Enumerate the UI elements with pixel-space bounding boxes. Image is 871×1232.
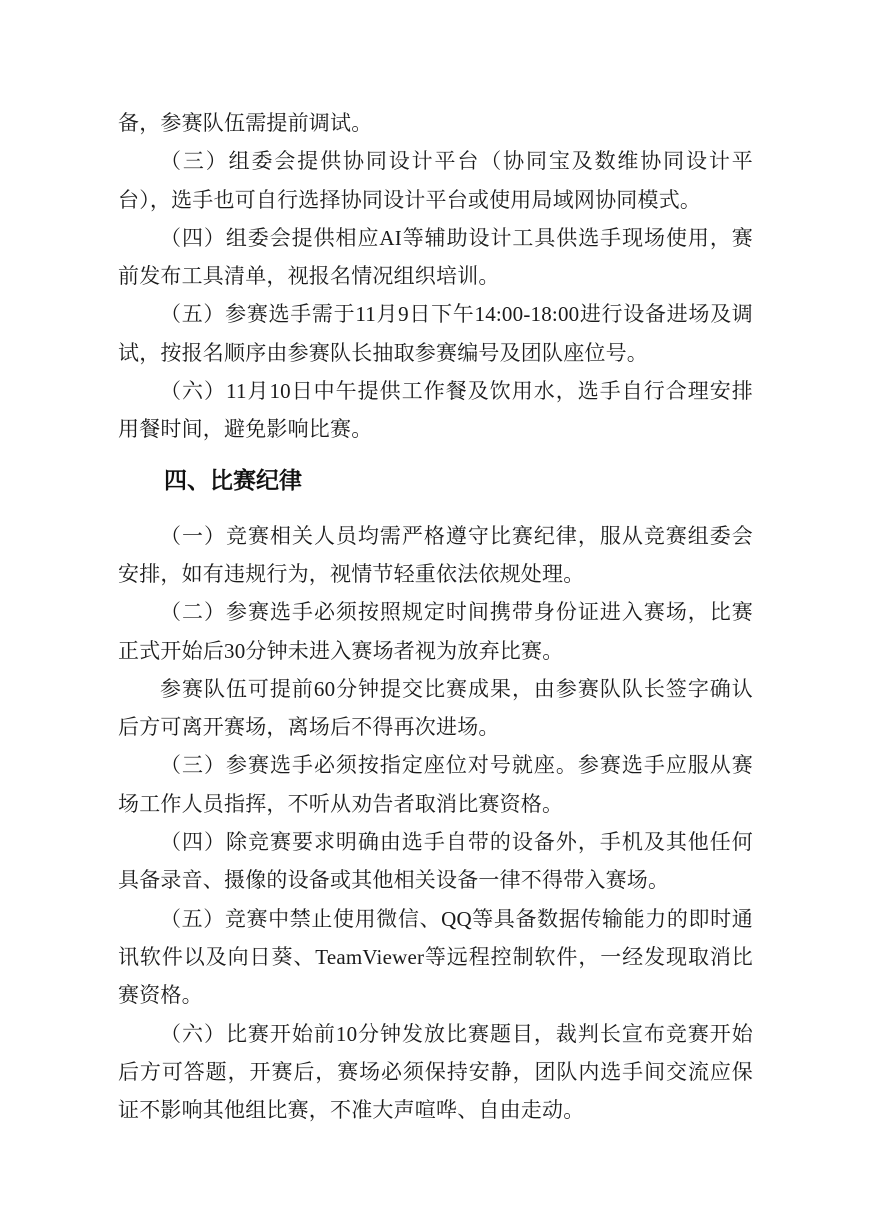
section-heading: 四、比赛纪律 bbox=[164, 466, 302, 493]
paragraph: （五）参赛选手需于11月9日下午14:00-18:00进行设备进场及调试，按报名顺序由参赛队长抽取参赛编号及团队座位号。 bbox=[118, 302, 753, 365]
paragraph: 备，参赛队伍需提前调试。 bbox=[118, 111, 373, 135]
paragraph: （六）11月10日中午提供工作餐及饮用水，选手自行合理安排用餐时间，避免影响比赛。 bbox=[118, 379, 753, 442]
paragraph: （二）参赛选手必须按照规定时间携带身份证进入赛场，比赛正式开始后30分钟未进入赛场者视为放弃比赛。 bbox=[118, 600, 753, 663]
paragraph: （四）除竞赛要求明确由选手自带的设备外，手机及其他任何具备录音、摄像的设备或其他相关设备一律不得带入赛场。 bbox=[118, 830, 753, 893]
document-content bbox=[118, 104, 753, 1129]
paragraph: （四）组委会提供相应AI等辅助设计工具供选手现场使用，赛前发布工具清单，视报名情况组织培训。 bbox=[118, 225, 753, 289]
paragraph: （六）比赛开始前10分钟发放比赛题目，裁判长宣布竞赛开始后方可答题，开赛后，赛场必须保持安静，团队内选手间交流应保证不影响其他组比赛，不准大声喧哗、自由走动。 bbox=[118, 1021, 753, 1123]
paragraph: （五）竞赛中禁止使用微信、QQ等具备数据传输能力的即时通讯软件以及向日葵、TeamViewer等远程控制软件，一经发现取消比赛资格。 bbox=[118, 906, 753, 1008]
paragraph: （一）竞赛相关人员均需严格遵守比赛纪律，服从竞赛组委会安排，如有违规行为，视情节轻重依法依规处理。 bbox=[118, 523, 753, 586]
paragraph: 参赛队伍可提前60分钟提交比赛成果，由参赛队队长签字确认后方可离开赛场，离场后不得再次进场。 bbox=[118, 676, 753, 740]
paragraph: （三）组委会提供协同设计平台（协同宝及数维协同设计平台），选手也可自行选择协同设计平台或使用局域网协同模式。 bbox=[118, 149, 753, 212]
paragraph: （三）参赛选手必须按指定座位对号就座。参赛选手应服从赛场工作人员指挥，不听从劝告者取消比赛资格。 bbox=[118, 753, 753, 816]
